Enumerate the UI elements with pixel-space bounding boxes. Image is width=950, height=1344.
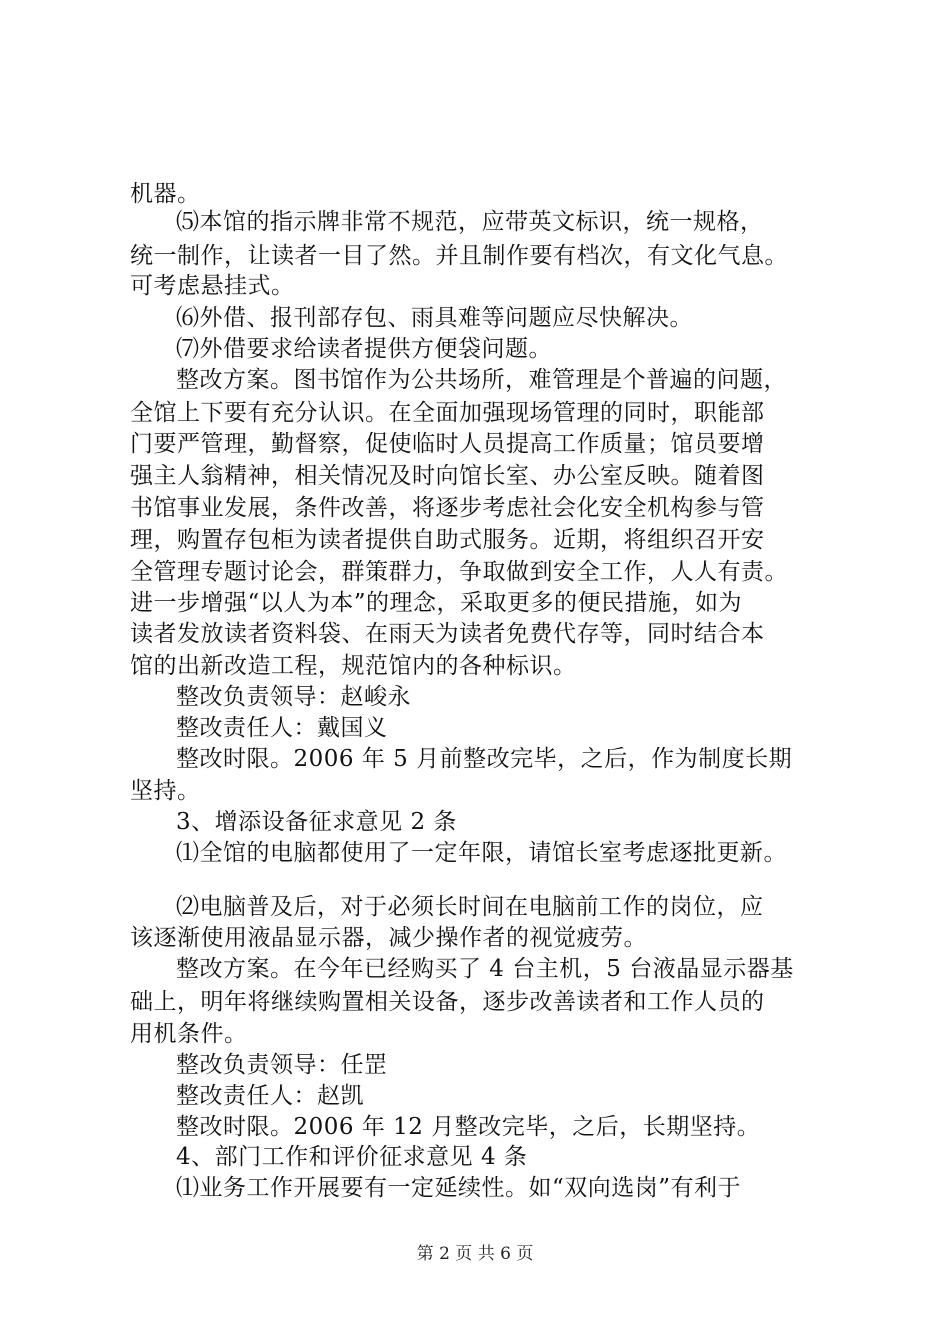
text-line: 统一制作，让读者一目了然。并且制作要有档次，有文化气息。: [130, 243, 788, 269]
text-line: 整改责任人：戴国义: [176, 715, 388, 741]
text-line: 机器。: [130, 181, 201, 207]
text-line: ⑸本馆的指示牌非常不规范，应带英文标识，统一规格，: [176, 209, 764, 235]
text-line: 书馆事业发展，条件改善，将逐步考虑社会化安全机构参与管: [130, 495, 765, 521]
text-line: 馆的出新改造工程，规范馆内的各种标识。: [130, 653, 577, 679]
text-line: ⑹外借、报刊部存包、雨具难等问题应尽快解决。: [176, 305, 693, 331]
text-line: 用机条件。: [130, 1021, 248, 1047]
text-line: 可考虑悬挂式。: [130, 273, 295, 299]
text-line: ⑺外借要求给读者提供方便袋问题。: [176, 336, 552, 362]
text-line: 全管理专题讨论会，群策群力，争取做到安全工作，人人有责。: [130, 559, 788, 585]
text-line: 整改时限。2006 年 12 月整改完毕，之后，长期坚持。: [176, 1114, 761, 1140]
text-line: ⑴全馆的电脑都使用了一定年限，请馆长室考虑逐批更新。: [176, 840, 787, 866]
text-line: 3、增添设备征求意见 2 条: [176, 809, 457, 835]
text-line: ⑵电脑普及后，对于必须长时间在电脑前工作的岗位，应: [176, 894, 764, 920]
text-line: 坚持。: [130, 778, 201, 804]
text-line: 整改方案。图书馆作为公共场所，难管理是个普遍的问题，: [176, 367, 787, 393]
text-line: 全馆上下要有充分认识。在全面加强现场管理的同时，职能部: [130, 400, 765, 426]
text-line: 整改方案。在今年已经购买了 4 台主机，5 台液晶显示器基: [176, 956, 794, 982]
text-line: 该逐渐使用液晶显示器，减少操作者的视觉疲劳。: [130, 925, 647, 951]
text-line: 整改责任人：赵凯: [176, 1083, 364, 1109]
text-line: 整改负责领导：赵峻永: [176, 684, 411, 710]
text-line: 整改时限。2006 年 5 月前整改完毕，之后，作为制度长期: [176, 746, 793, 772]
text-line: 础上，明年将继续购置相关设备，逐步改善读者和工作人员的: [130, 989, 765, 1015]
text-line: ⑴业务工作开展要有一定延续性。如“双向选岗”有利于: [176, 1175, 742, 1201]
text-line: 门要严管理，勤督察，促使临时人员提高工作质量；馆员要增: [130, 431, 765, 457]
text-line: 理，购置存包柜为读者提供自助式服务。近期，将组织召开安: [130, 527, 765, 553]
text-line: 读者发放读者资料袋、在雨天为读者免费代存等，同时结合本: [130, 621, 765, 647]
text-line: 整改负责领导：任罡: [176, 1052, 388, 1078]
text-line: 4、部门工作和评价征求意见 4 条: [176, 1144, 528, 1170]
text-line: 强主人翁精神，相关情况及时向馆长室、办公室反映。随着图: [130, 463, 765, 489]
text-line: 进一步增强“以人为本”的理念，采取更多的便民措施，如为: [130, 590, 743, 616]
page-footer: 第 2 页 共 6 页: [416, 1244, 534, 1264]
